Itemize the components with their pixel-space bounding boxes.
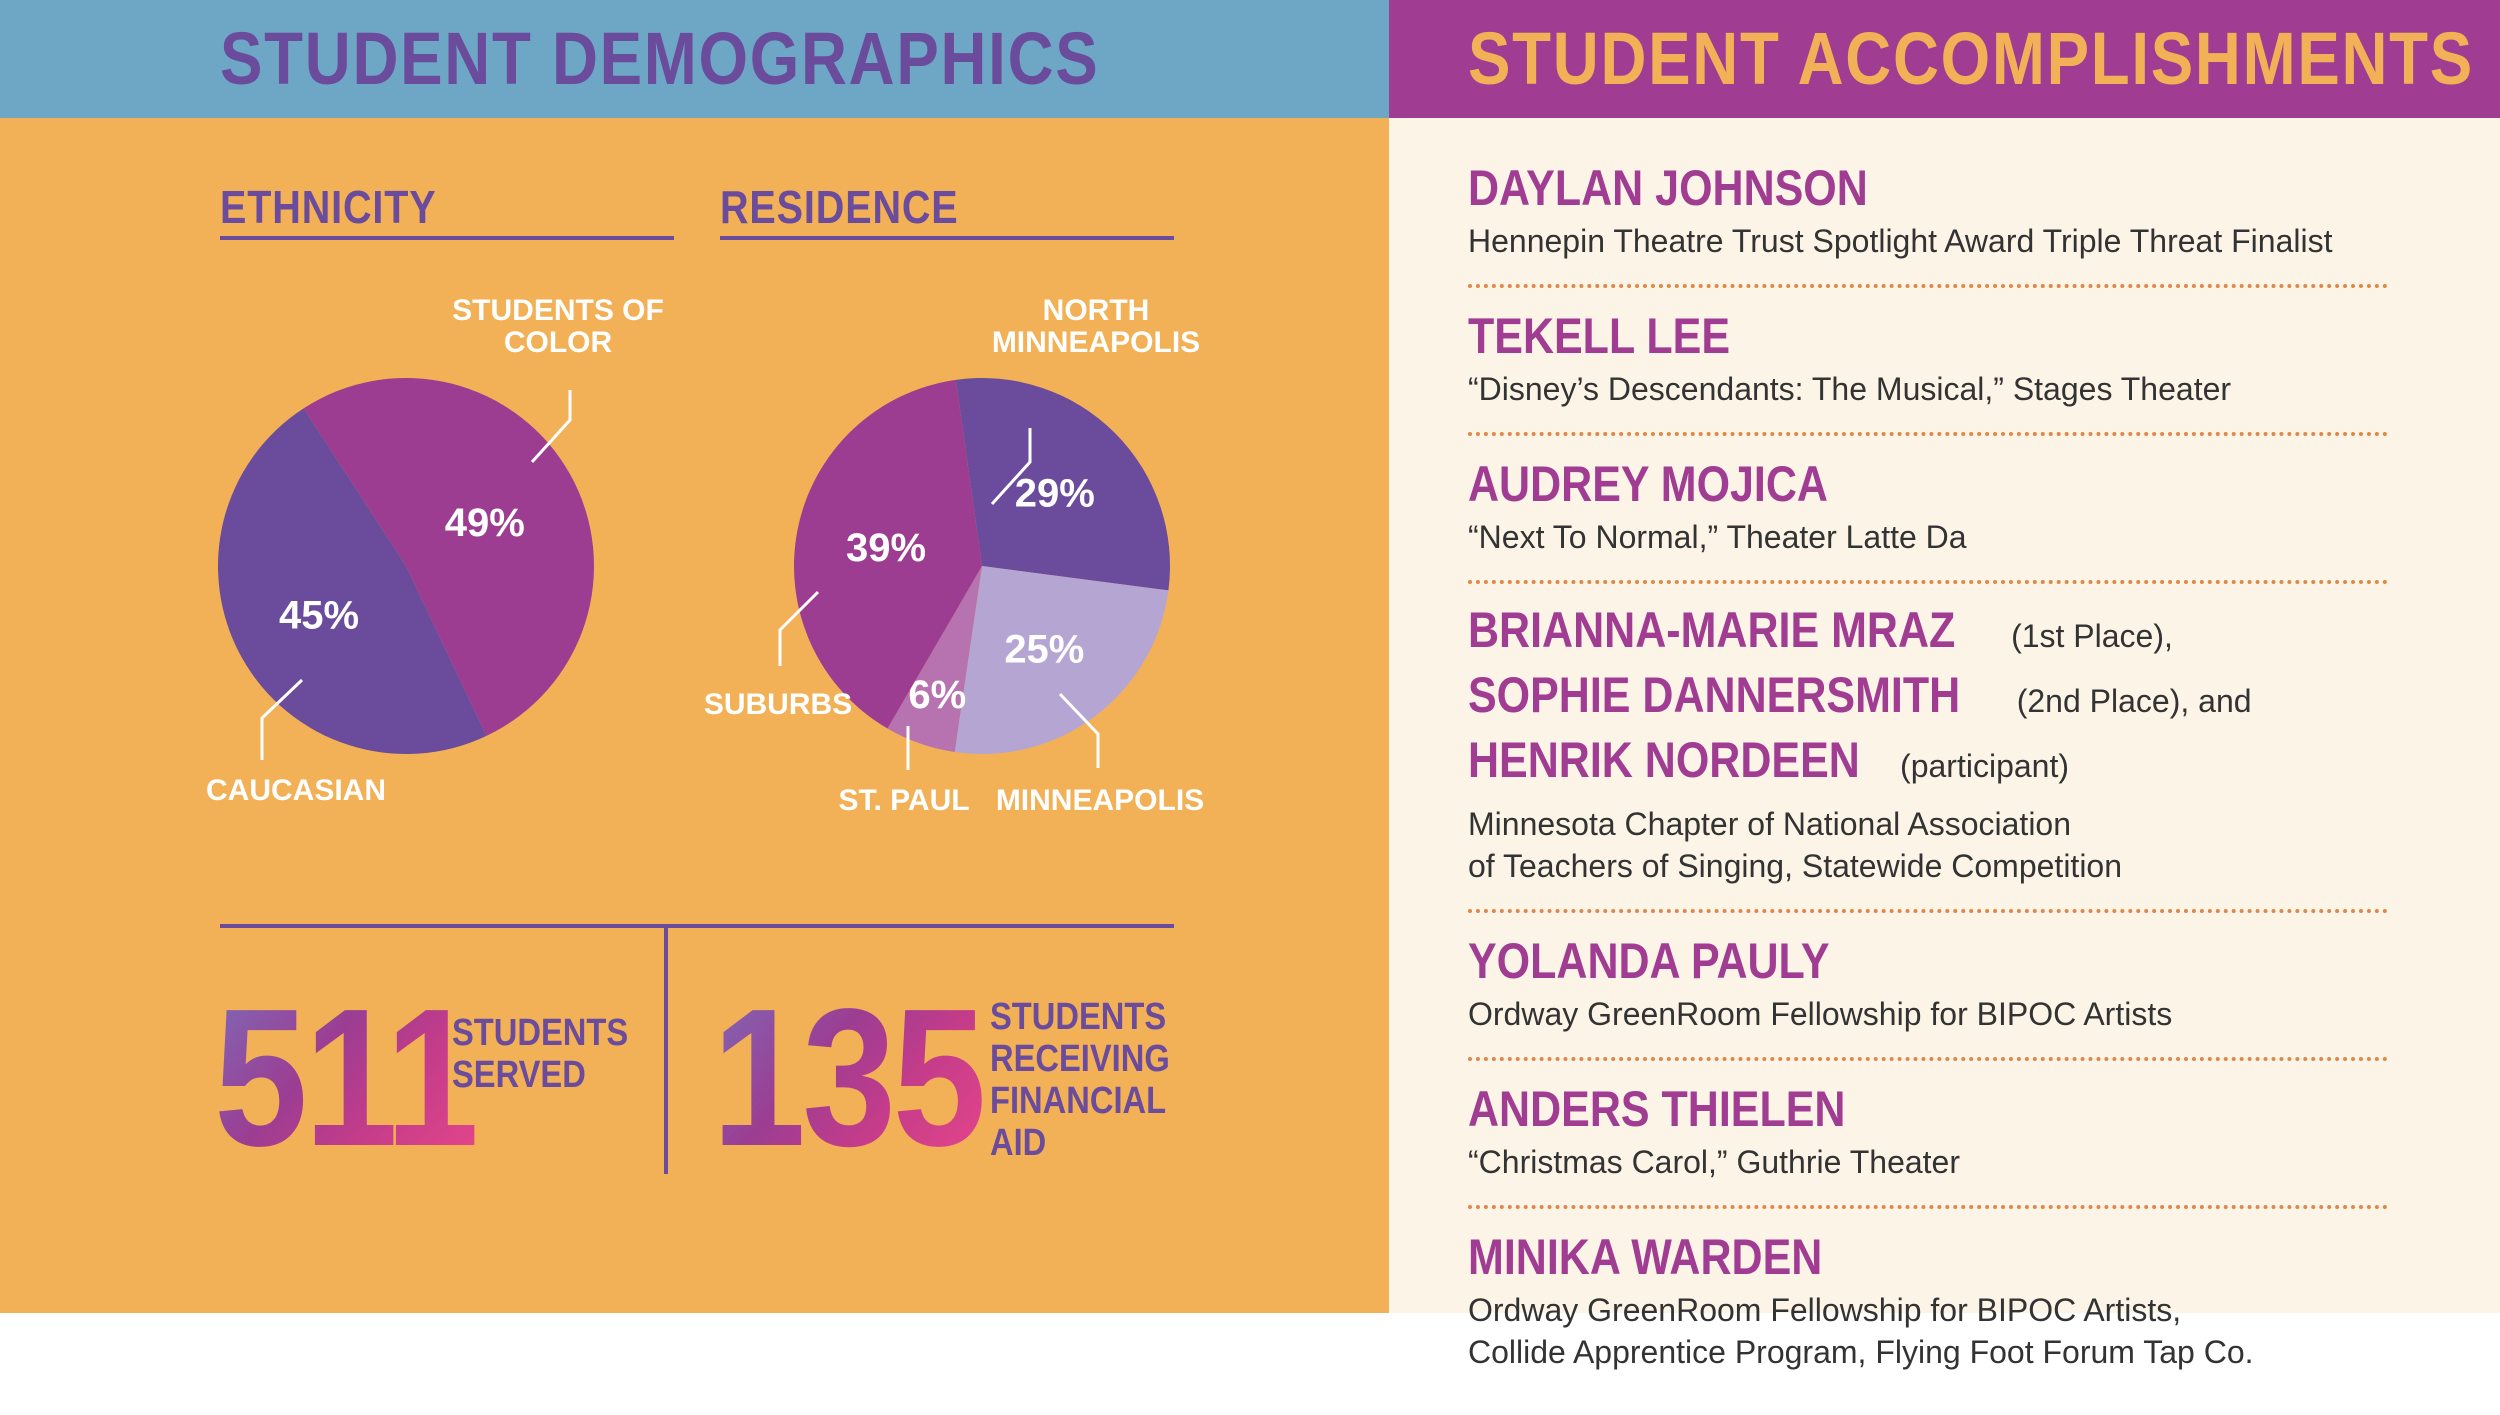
student-name: BRIANNA-MARIE MRAZ <box>1468 602 1956 658</box>
accomplishments-title: STUDENT ACCOMPLISHMENTS <box>1468 17 2474 100</box>
accomplishment-item <box>1468 308 2388 436</box>
accomplishment-description: Hennepin Theatre Trust Spotlight Award Triple Threat Finalist <box>1468 223 2333 259</box>
placement-note: (1st Place), <box>2011 618 2173 654</box>
students-served-number: 511 <box>214 968 476 1187</box>
student-name: YOLANDA PAULY <box>1468 933 1830 989</box>
pie-category-label: SUBURBS <box>703 688 853 721</box>
pie-category-label: MINNEAPOLIS <box>991 326 1201 359</box>
accomplishment-description: “Next To Normal,” Theater Latte Da <box>1468 519 1967 555</box>
accomplishments-list <box>1468 160 2388 1415</box>
student-name: MINIKA WARDEN <box>1468 1229 1823 1285</box>
pie-category-label: STUDENTS OF <box>452 294 664 327</box>
pie-value-label: 45% <box>278 593 360 638</box>
financial-aid-label: STUDENTS RECEIVING FINANCIAL AID <box>990 996 1170 1164</box>
student-name: TEKELL LEE <box>1468 308 1731 364</box>
pie-category-label: CAUCASIAN <box>206 774 386 807</box>
pie-value-label: 6% <box>908 672 967 717</box>
student-name: AUDREY MOJICA <box>1468 456 1828 512</box>
accomplishment-description: Ordway GreenRoom Fellowship for BIPOC Artists, Collide Apprentice Program, Flying Foot Forum Tap Co. <box>1468 1292 2254 1370</box>
placement-note: (participant) <box>1900 748 2069 784</box>
financial-aid-number: 135 <box>712 968 983 1187</box>
ethnicity-label: ETHNICITY <box>220 181 437 233</box>
accomplishment-item <box>1468 1229 2388 1395</box>
student-name: SOPHIE DANNERSMITH <box>1468 667 1961 723</box>
pie-category-label: NORTH <box>1042 294 1150 327</box>
student-name-line <box>1468 604 2388 669</box>
accomplishment-description: “Disney’s Descendants: The Musical,” Stages Theater <box>1468 371 2232 407</box>
student-name: HENRIK NORDEEN <box>1468 732 1860 788</box>
pie-value-label: 25% <box>1004 627 1085 672</box>
accomplishment-item <box>1468 456 2388 584</box>
accomplishment-item <box>1468 933 2388 1061</box>
accomplishment-item <box>1468 604 2388 913</box>
stats-divider <box>664 924 668 1174</box>
students-served-label: STUDENTS SERVED <box>452 1012 629 1096</box>
placement-note: (2nd Place), and <box>2016 683 2252 719</box>
pie-category-label: MINNEAPOLIS <box>995 784 1205 817</box>
accomplishment-description: Ordway GreenRoom Fellowship for BIPOC Artists <box>1468 996 2173 1032</box>
accomplishment-description: “Christmas Carol,” Guthrie Theater <box>1468 1144 1960 1180</box>
pie-category-label: ST. PAUL <box>838 784 970 817</box>
student-name-line <box>1468 669 2388 734</box>
student-name-line <box>1468 734 2388 799</box>
accomplishment-item <box>1468 160 2388 288</box>
accomplishment-description: Minnesota Chapter of National Association of Teachers of Singing, Statewide Competition <box>1468 806 2123 884</box>
student-name: ANDERS THIELEN <box>1468 1081 1846 1137</box>
pie-value-label: 49% <box>444 501 525 546</box>
student-name: DAYLAN JOHNSON <box>1468 160 1868 216</box>
residence-label: RESIDENCE <box>720 181 959 233</box>
accomplishment-item <box>1468 1081 2388 1209</box>
demographics-title: STUDENT DEMOGRAPHICS <box>220 17 1100 100</box>
pie-category-label: COLOR <box>503 326 613 359</box>
pie-value-label: 29% <box>1014 471 1095 516</box>
stats-top-rule <box>220 924 1174 928</box>
pie-value-label: 39% <box>846 526 927 571</box>
